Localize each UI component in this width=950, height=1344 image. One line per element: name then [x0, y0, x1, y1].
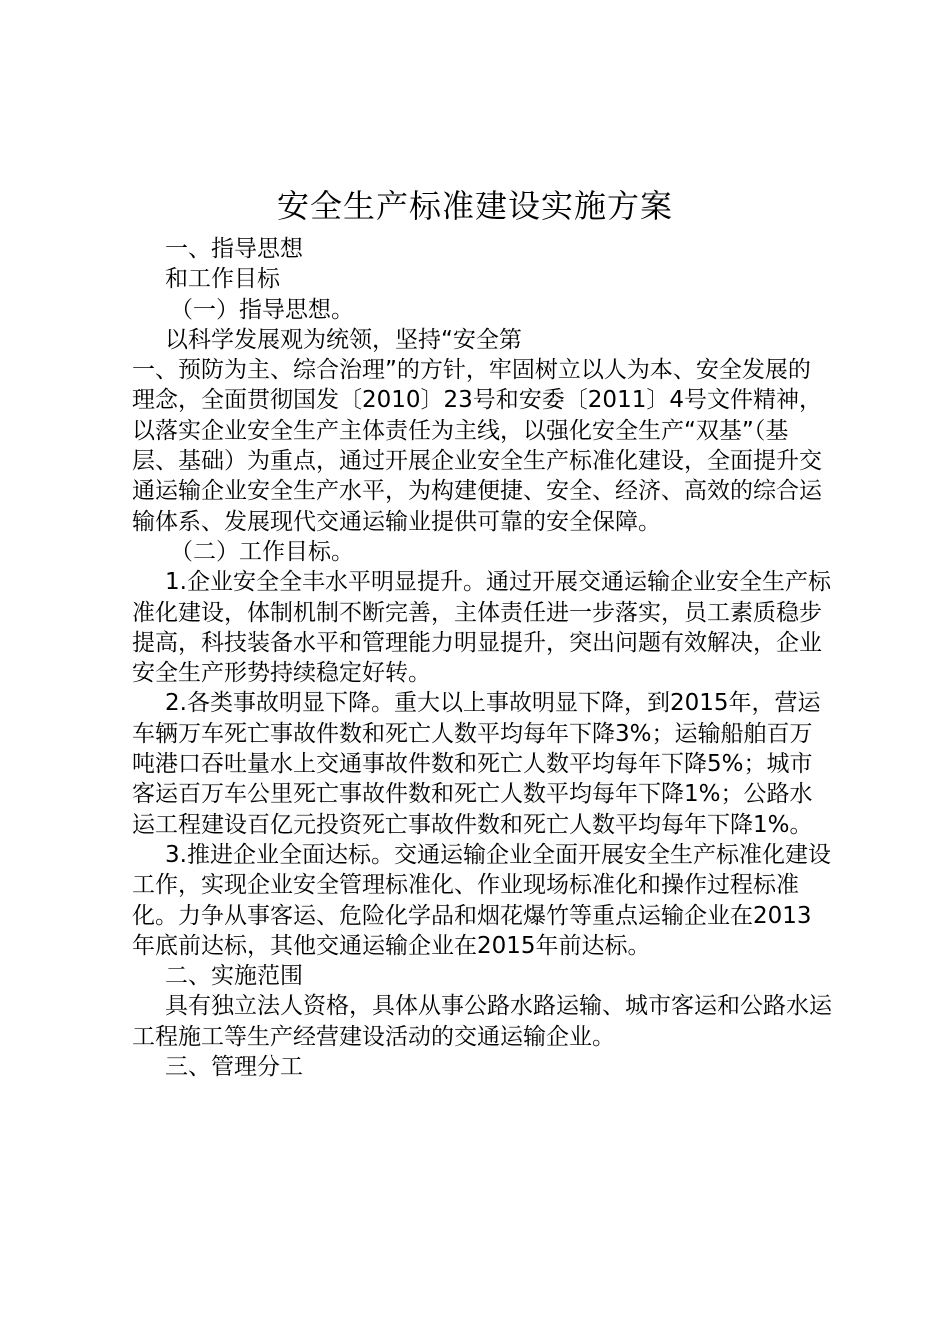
- document-body: [132, 234, 832, 1082]
- paragraph-intro-line: 以科学发展观为统领，坚持“安全第: [165, 326, 522, 353]
- heading-guiding-ideology: 一、指导思想: [165, 236, 303, 262]
- paragraph-goal-3: 3.推进企业全面达标。交通运输企业全面开展安全生产标准化建设工作，实现企业安全管理标准化、作业现场标准化和操作过程标准化。力争从事客运、危险化学品和烟花爆竹等重点运输企业在2013年底前达标，其他交通运输企业在2015年前达标。: [132, 841, 831, 959]
- paragraph-guiding-ideology: 一、预防为主、综合治理”的方针，牢固树立以人为本、安全发展的理念，全面贯彻国发〔2010〕23号和安委〔2011〕4号文件精神，以落实企业安全生产主体责任为主线，以强化安全生产“双基”（基层、基础）为重点，通过开展企业安全生产标准化建设，全面提升交通运输企业安全生产水平，为构建便捷、安全、经济、高效的综合运输体系、发展现代交通运输业提供可靠的安全保障。: [132, 357, 822, 535]
- heading-continuation: 和工作目标: [165, 266, 280, 293]
- heading-scope: 二、实施范围: [165, 963, 303, 990]
- subheading-guiding-ideology: （一）指导思想。: [170, 296, 354, 323]
- paragraph-scope: 具有独立法人资格，具体从事公路水路运输、城市客运和公路水运工程施工等生产经营建设活动的交通运输企业。: [132, 993, 832, 1050]
- paragraph-goal-2: 2.各类事故明显下降。重大以上事故明显下降，到2015年，营运车辆万车死亡事故件数和死亡人数平均每年下降3%；运输船舶百万吨港口吞吐量水上交通事故件数和死亡人数平均每年下降5%；城市客运百万车公里死亡事故件数和死亡人数平均每年下降1%；公路水运工程建设百亿元投资死亡事故件数和死亡人数平均每年下降1%。: [132, 690, 821, 838]
- heading-management-division: 三、管理分工: [165, 1054, 303, 1081]
- document-title: 安全生产标准建设实施方案: [276, 187, 673, 225]
- paragraph-goal-1: 1.企业安全全丰水平明显提升。通过开展交通运输企业安全生产标准化建设，体制机制不断完善，主体责任进一步落实，员工素质稳步提高，科技装备水平和管理能力明显提升，突出问题有效解决，企业安全生产形势持续稳定好转。: [132, 569, 831, 687]
- subheading-work-goals: （二）工作目标。: [170, 538, 354, 565]
